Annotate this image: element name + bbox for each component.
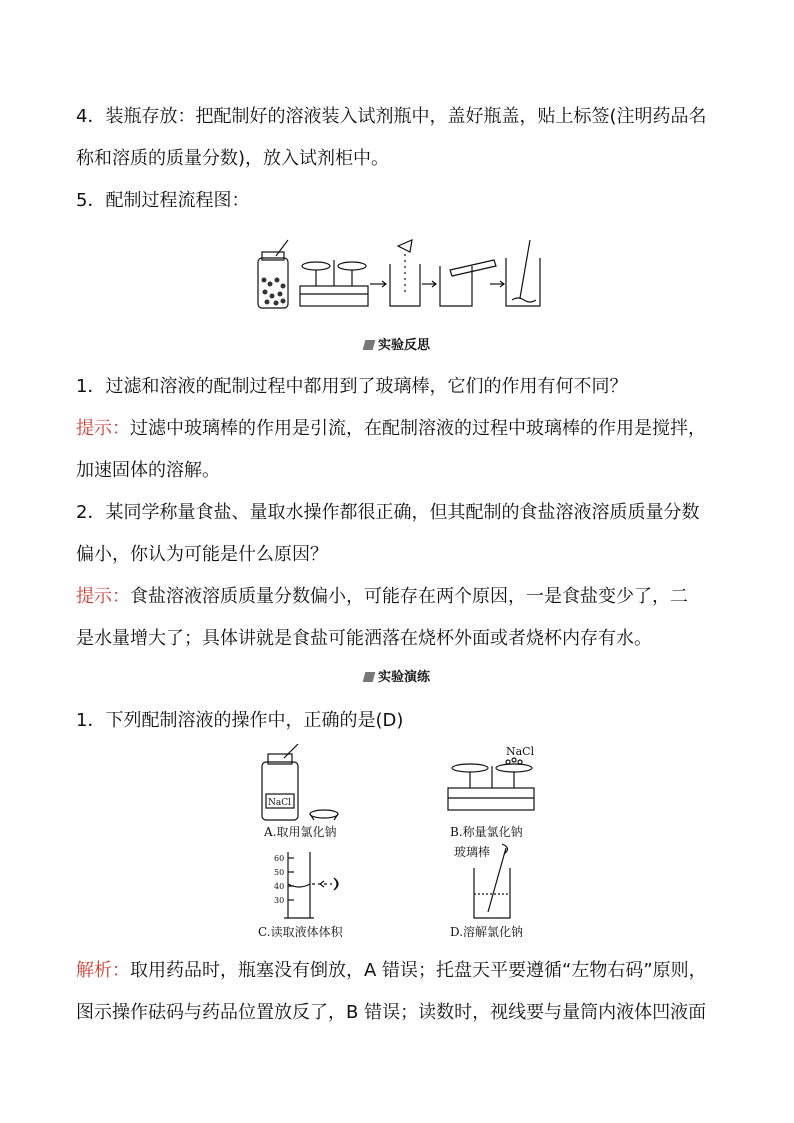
panel-b-balance (448, 758, 534, 810)
panel-c-tick-50: 50 (274, 868, 285, 877)
panel-d-rod-label: 玻璃棒 (454, 845, 491, 859)
panel-c-tick-40: 40 (274, 882, 285, 891)
step4-line2: 称和溶质的质量分数)，放入试剂柜中。 (76, 148, 390, 169)
operation-options-figure (250, 744, 560, 944)
hint-label: 提示： (76, 418, 130, 439)
analysis-line2: 图示操作砝码与药品位置放反了，B 错误；读数时，视线要与量筒内液体凹液面 (76, 1002, 707, 1023)
reflection-answer-2-line1: 提示：食盐溶液溶质质量分数偏小，可能存在两个原因，一是食盐变少了，二 (76, 586, 688, 607)
reflection-question-2-line2: 偏小，你认为可能是什么原因？ (76, 544, 328, 565)
reflection-answer-2-line2: 是水量增大了；具体讲就是食盐可能洒落在烧杯外面或者烧杯内存有水。 (76, 628, 652, 649)
reflection-answer-1-line2: 加速固体的溶解。 (76, 460, 220, 481)
panel-a-bottle (262, 744, 338, 820)
analysis-label: 解析： (76, 960, 130, 981)
panel-b-caption: B.称量氯化钠 (450, 825, 523, 839)
panel-a-bottle-label: NaCl (268, 798, 292, 808)
section-marker-icon (363, 340, 376, 350)
panel-c-caption: C.读取液体体积 (258, 925, 343, 939)
hint-label: 提示： (76, 586, 130, 607)
section-heading-reflection: 实验反思 (0, 338, 794, 354)
panel-c-tick-30: 30 (274, 896, 285, 905)
section-heading-practice: 实验演练 (0, 670, 794, 686)
panel-b-nacl-label: NaCl (506, 745, 535, 758)
reflection-answer-1-line1: 提示：过滤中玻璃棒的作用是引流，在配制溶液的过程中玻璃棒的作用是搅拌， (76, 418, 706, 439)
panel-c-tick-60: 60 (274, 854, 285, 863)
panel-d-caption: D.溶解氯化钠 (450, 925, 524, 939)
step5-label: 5．配制过程流程图： (76, 190, 250, 211)
reflection-question-1: 1．过滤和溶液的配制过程中都用到了玻璃棒，它们的作用有何不同？ (76, 376, 628, 397)
analysis-line1: 解析：取用药品时，瓶塞没有倒放，A 错误；托盘天平要遵循“左物右码”原则， (76, 960, 707, 981)
panel-c-cylinder (284, 852, 338, 918)
step4-line1: 4．装瓶存放：把配制好的溶液装入试剂瓶中，盖好瓶盖，贴上标签(注明药品名 (76, 106, 707, 127)
section-marker-icon (363, 672, 376, 682)
practice-question-1: 1．下列配制溶液的操作中，正确的是(D) (76, 710, 404, 731)
panel-a-caption: A.取用氯化钠 (264, 825, 337, 839)
reflection-question-2-line1: 2．某同学称量食盐、量取水操作都很正确，但其配制的食盐溶液溶质质量分数 (76, 502, 700, 523)
preparation-flow-diagram (250, 236, 550, 312)
balance-icon (300, 260, 368, 306)
